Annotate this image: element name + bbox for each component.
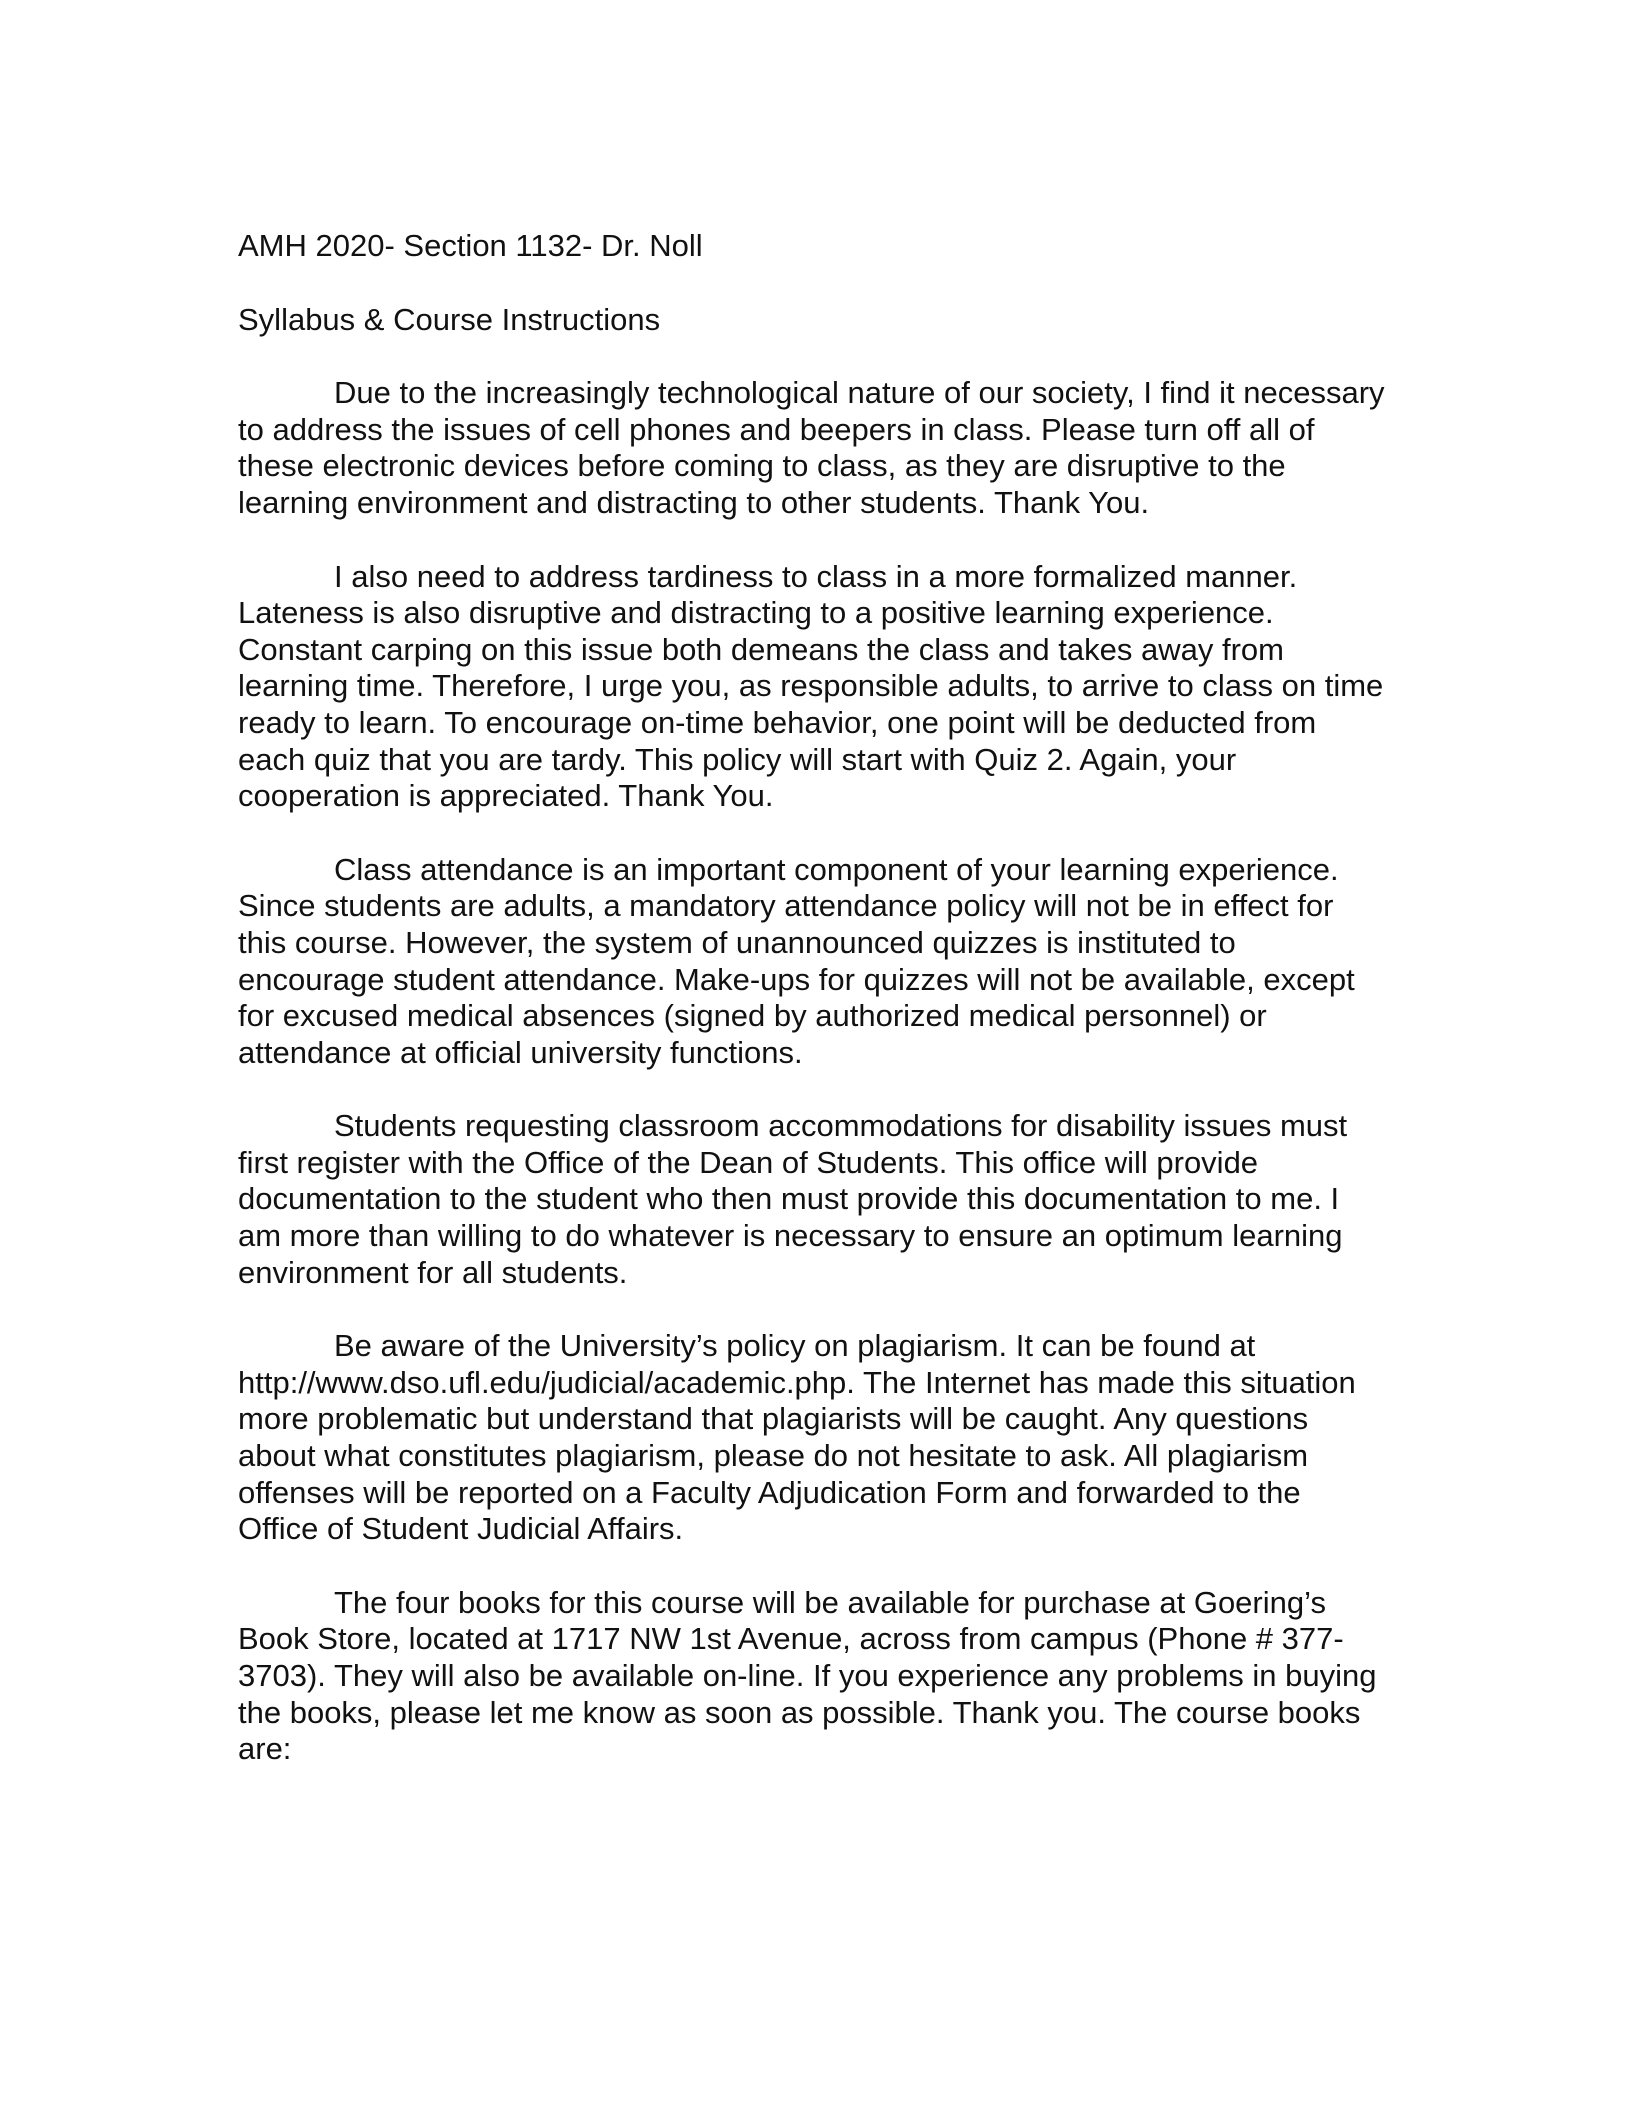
paragraph-tardiness: I also need to address tardiness to class in a more formalized manner. Lateness is also disruptive and distracting to a positive learning experience. Constant carping on this issue both demeans the class and takes away from learning time. Therefore, I urge you, as responsible adults, to arrive to class on time ready to learn. To encourage on-time behavior, one point will be deducted from each quiz that you are tardy. This policy will start with Quiz 2. Again, your cooperation is appreciated. Thank You. — [238, 558, 1384, 814]
paragraph-plagiarism: Be aware of the University’s policy on plagiarism. It can be found at http://www.dso.ufl.edu/judicial/academic.php. The Internet has made this situation more problematic but understand that plagiarists will be caught. Any questions about what constitutes plagiarism, please do not hesitate to ask. All plagiarism offenses will be reported on a Faculty Adjudication Form and forwarded to the Office of Student Judicial Affairs. — [238, 1328, 1356, 1547]
paragraph-electronic-devices: Due to the increasingly technological nature of our society, I find it necessary to address the issues of cell phones and beepers in class. Please turn off all of these electronic devices before coming to class, as they are disruptive to the learning environment and distracting to other students. Thank You. — [238, 375, 1385, 520]
document-body — [238, 228, 1388, 1768]
document-title: Syllabus & Course Instructions — [238, 301, 661, 337]
paragraph-course-books: The four books for this course will be available for purchase at Goering’s Book Store, located at 1717 NW 1st Avenue, across from campus (Phone # 377-3703). They will also be available on-line. If you experience any problems in buying the books, please let me know as soon as possible. Thank you. The course books are: — [238, 1584, 1377, 1767]
paragraph-attendance: Class attendance is an important component of your learning experience. Since students are adults, a mandatory attendance policy will not be in effect for this course. However, the system of unannounced quizzes is instituted to encourage student attendance. Make-ups for quizzes will not be available, except for excused medical absences (signed by authorized medical personnel) or attendance at official university functions. — [238, 851, 1355, 1070]
course-header: AMH 2020- Section 1132- Dr. Noll — [238, 228, 703, 263]
paragraph-disability-accommodations: Students requesting classroom accommodations for disability issues must first register with the Office of the Dean of Students. This office will provide documentation to the student who then must provide this documentation to me. I am more than willing to do whatever is necessary to ensure an optimum learning environment for all students. — [238, 1108, 1348, 1290]
